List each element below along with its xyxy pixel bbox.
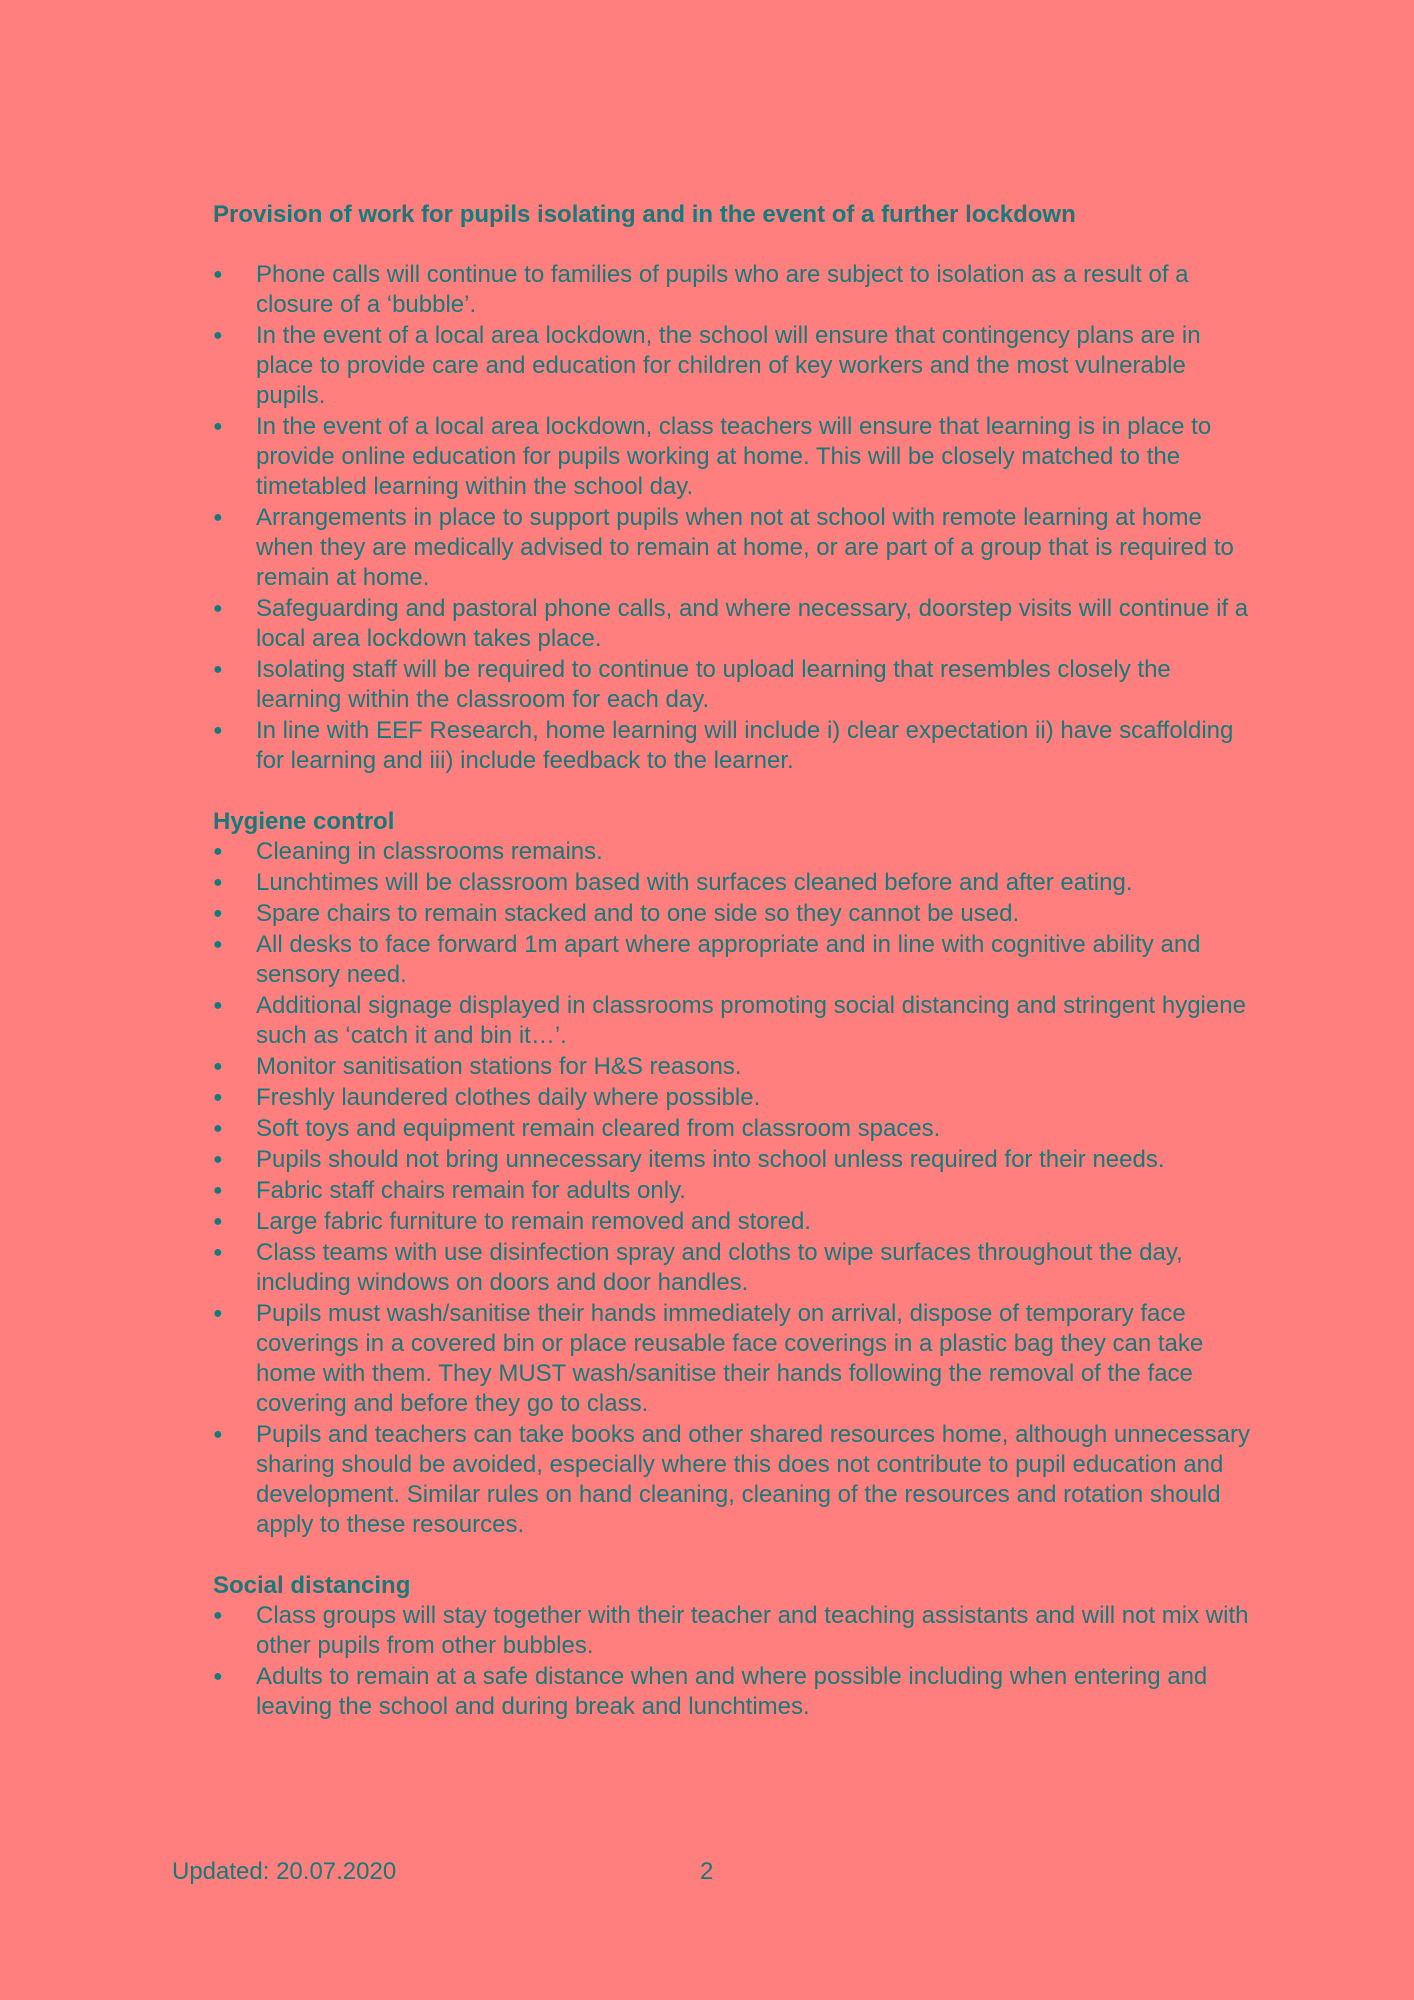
bullet-icon: ●: [213, 418, 223, 435]
section-heading-hygiene-control: Hygiene control: [213, 808, 395, 835]
bullet-icon: ●: [213, 266, 223, 283]
bullet-icon: ●: [213, 1607, 223, 1624]
social-distancing-list: [213, 1601, 1253, 1722]
list-item: ● Fabric staff chairs remain for adults only.: [213, 1177, 686, 1204]
list-item: ● All desks to face forward 1m apart where appropriate and in line with cognitive ability and sensory need.: [213, 931, 1201, 988]
bullet-icon: ●: [213, 600, 223, 617]
bullet-icon: ●: [213, 1120, 223, 1137]
list-item: ● Lunchtimes will be classroom based with surfaces cleaned before and after eating.: [213, 869, 1133, 896]
hygiene-control-list: [213, 837, 1253, 1540]
bullet-icon: ●: [213, 936, 223, 953]
list-item: ● Pupils and teachers can take books and other shared resources home, although unnecessary sharing should be avoided, especially where this does not contribute to pupil education and development. Similar rules on hand cleaning, cleaning of the resources and rotation should apply to these resources.: [213, 1421, 1250, 1538]
list-item: ● Isolating staff will be required to continue to upload learning that resembles closely the learning within the classroom for each day.: [213, 656, 1171, 713]
bullet-icon: ●: [213, 1426, 223, 1443]
bullet-icon: ●: [213, 327, 223, 344]
list-item: ● In line with EEF Research, home learning will include i) clear expectation ii) have scaffolding for learning and iii) include feedback to the learner.: [213, 717, 1234, 774]
bullet-icon: ●: [213, 874, 223, 891]
bullet-icon: ●: [213, 905, 223, 922]
list-item: ● Large fabric furniture to remain removed and stored.: [213, 1208, 811, 1235]
list-item: ● In the event of a local area lockdown, the school will ensure that contingency plans are in place to provide care and education for children of key workers and the most vulnerable pupils.: [213, 322, 1201, 409]
bullet-icon: ●: [213, 1182, 223, 1199]
list-item: ● Adults to remain at a safe distance when and where possible including when entering and leaving the school and during break and lunchtimes.: [213, 1663, 1208, 1720]
bullet-icon: ●: [213, 1213, 223, 1230]
list-item: ● Additional signage displayed in classrooms promoting social distancing and stringent hygiene such as ‘catch it and bin it…’.: [213, 992, 1246, 1049]
bullet-icon: ●: [213, 1151, 223, 1168]
document-body: [213, 200, 1253, 1723]
bullet-icon: ●: [213, 509, 223, 526]
list-item: ● Arrangements in place to support pupils when not at school with remote learning at home when they are medically advised to remain at home, or are part of a group that is required to remain at home.: [213, 504, 1234, 591]
list-item: ● Safeguarding and pastoral phone calls, and where necessary, doorstep visits will continue if a local area lockdown takes place.: [213, 595, 1249, 652]
section-heading-social-distancing: Social distancing: [213, 1572, 411, 1599]
bullet-icon: ●: [213, 722, 223, 739]
bullet-icon: ●: [213, 1668, 223, 1685]
list-item: ● Phone calls will continue to families of pupils who are subject to isolation as a result of a closure of a ‘bubble’.: [213, 261, 1189, 318]
section-heading-provision-of-work: Provision of work for pupils isolating and in the event of a further lockdown: [213, 201, 1076, 228]
bullet-icon: ●: [213, 843, 223, 860]
footer-updated-date: Updated: 20.07.2020: [172, 1858, 397, 1885]
list-item: ● Soft toys and equipment remain cleared from classroom spaces.: [213, 1115, 941, 1142]
list-item: ● Class teams with use disinfection spray and cloths to wipe surfaces throughout the day, including windows on doors and door handles.: [213, 1239, 1183, 1296]
bullet-icon: ●: [213, 1244, 223, 1261]
bullet-icon: ●: [213, 661, 223, 678]
bullet-icon: ●: [213, 1089, 223, 1106]
list-item: ● Pupils must wash/sanitise their hands immediately on arrival, dispose of temporary face coverings in a covered bin or place reusable face coverings in a plastic bag they can take home with them. They MUST wash/sanitise their hands following the removal of the face covering and before they go to class.: [213, 1300, 1204, 1417]
bullet-icon: ●: [213, 1305, 223, 1322]
list-item: ● Monitor sanitisation stations for H&S reasons.: [213, 1053, 742, 1080]
list-item: ● Pupils should not bring unnecessary items into school unless required for their needs.: [213, 1146, 1165, 1173]
page-number: 2: [700, 1858, 714, 1885]
bullet-icon: ●: [213, 997, 223, 1014]
list-item: ● Class groups will stay together with their teacher and teaching assistants and will not mix with other pupils from other bubbles.: [213, 1602, 1249, 1659]
provision-of-work-list: [213, 260, 1253, 776]
list-item: ● Cleaning in classrooms remains.: [213, 838, 603, 865]
bullet-icon: ●: [213, 1058, 223, 1075]
list-item: ● Freshly laundered clothes daily where possible.: [213, 1084, 761, 1111]
list-item: ● In the event of a local area lockdown, class teachers will ensure that learning is in place to provide online education for pupils working at home. This will be closely matched to the timetabled learning within the school day.: [213, 413, 1212, 500]
list-item: ● Spare chairs to remain stacked and to one side so they cannot be used.: [213, 900, 1020, 927]
